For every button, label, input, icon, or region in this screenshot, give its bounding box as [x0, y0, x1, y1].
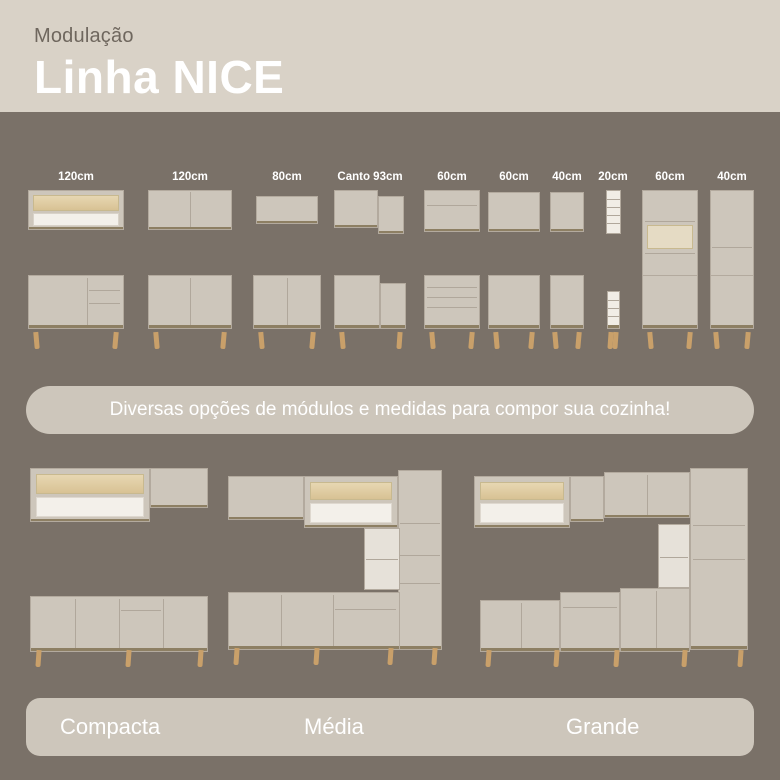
label-grande: Grande: [566, 714, 640, 739]
module-column-60cm-gaveteiro: [424, 275, 480, 333]
module-column-canto-93cm-balcao: [334, 275, 406, 333]
furniture-leg: [35, 650, 41, 667]
furniture-leg: [258, 332, 264, 349]
module-lower-40[interactable]: [550, 275, 584, 333]
furniture-leg: [612, 332, 618, 349]
furniture-leg: [197, 650, 203, 667]
compositions-row: [0, 448, 780, 688]
module-label: 20cm: [598, 171, 628, 183]
module-label: 120cm: [58, 171, 94, 183]
module-gallery: [0, 112, 780, 380]
composition-compacta[interactable]: [22, 468, 218, 668]
module-upper-20-bottle-rack[interactable]: [596, 190, 630, 238]
label-media: Média: [304, 714, 364, 739]
furniture-leg: [339, 332, 345, 349]
module-upper-120-doors[interactable]: [148, 190, 232, 236]
header-banner: [0, 0, 780, 112]
module-label: 80cm: [272, 171, 302, 183]
header-eyebrow: Modulação: [34, 25, 134, 47]
module-lower-20-bottle-rack[interactable]: [596, 275, 630, 333]
module-column-canto-93cm-aereo: [334, 172, 406, 240]
module-lower-120-balcony[interactable]: [28, 275, 124, 333]
furniture-leg: [528, 332, 534, 349]
module-label: 40cm: [552, 171, 582, 183]
label-compacta: Compacta: [60, 714, 161, 739]
furniture-leg: [309, 332, 315, 349]
module-column-20cm-balcao: [596, 275, 630, 333]
furniture-leg: [431, 648, 437, 665]
furniture-leg: [313, 648, 319, 665]
module-label: 40cm: [717, 171, 747, 183]
furniture-leg: [485, 650, 491, 667]
module-column-20cm-aereo: [596, 172, 630, 238]
module-lower-80[interactable]: [253, 275, 321, 333]
module-label: 60cm: [655, 171, 685, 183]
furniture-leg: [233, 648, 239, 665]
module-label: Canto 93cm: [337, 171, 403, 183]
module-upper-120-niche[interactable]: [28, 190, 124, 236]
tagline-text: Diversas opções de módulos e medidas para compor sua cozinha!: [109, 399, 671, 420]
module-tall-60-base[interactable]: [642, 275, 698, 333]
composition-media[interactable]: [218, 462, 450, 672]
module-label: 120cm: [172, 171, 208, 183]
module-column-120cm-aereo: [148, 172, 232, 236]
module-column-80cm-balcao: [253, 275, 321, 333]
module-column-40cm-balcao: [550, 275, 584, 333]
tagline-banner: [26, 386, 754, 434]
furniture-leg: [681, 650, 687, 667]
module-column-40cm-paneleiro-base: [710, 275, 754, 333]
furniture-leg: [468, 332, 474, 349]
furniture-leg: [429, 332, 435, 349]
furniture-leg: [153, 332, 159, 349]
module-label: 60cm: [499, 171, 529, 183]
module-column-120cm-balcao: [28, 275, 124, 333]
composition-grande[interactable]: [462, 462, 758, 674]
furniture-leg: [125, 650, 131, 667]
module-column-60cm-aereo-a: [424, 172, 480, 236]
module-column-80cm-aereo: [256, 172, 318, 230]
module-column-120cm-balcao-2: [148, 275, 232, 333]
furniture-leg: [112, 332, 118, 349]
module-lower-60-drawers[interactable]: [424, 275, 480, 333]
module-label: 60cm: [437, 171, 467, 183]
module-lower-120-doors[interactable]: [148, 275, 232, 333]
module-upper-40[interactable]: [550, 190, 584, 236]
module-column-60cm-balcao: [488, 275, 540, 333]
module-upper-corner-93[interactable]: [334, 190, 406, 240]
module-lower-corner-93[interactable]: [334, 275, 406, 333]
module-column-120cm-aereo-nicho: [28, 172, 124, 236]
module-lower-60[interactable]: [488, 275, 540, 333]
module-tall-40-base[interactable]: [710, 275, 754, 333]
furniture-leg: [33, 332, 39, 349]
module-upper-60-b[interactable]: [488, 190, 540, 236]
module-column-60cm-paneleiro-base: [642, 275, 698, 333]
composition-labels-bar: [26, 698, 754, 756]
module-upper-80[interactable]: [256, 190, 318, 230]
furniture-leg: [396, 332, 402, 349]
furniture-leg: [387, 648, 393, 665]
module-upper-60-a[interactable]: [424, 190, 480, 236]
furniture-leg: [575, 332, 581, 349]
furniture-leg: [737, 650, 743, 667]
furniture-leg: [552, 332, 558, 349]
page-title: Linha NICE: [34, 51, 285, 103]
module-column-60cm-aereo-b: [488, 172, 540, 236]
furniture-leg: [613, 650, 619, 667]
furniture-leg: [493, 332, 499, 349]
furniture-leg: [220, 332, 226, 349]
furniture-leg: [553, 650, 559, 667]
module-column-40cm-aereo: [550, 172, 584, 236]
